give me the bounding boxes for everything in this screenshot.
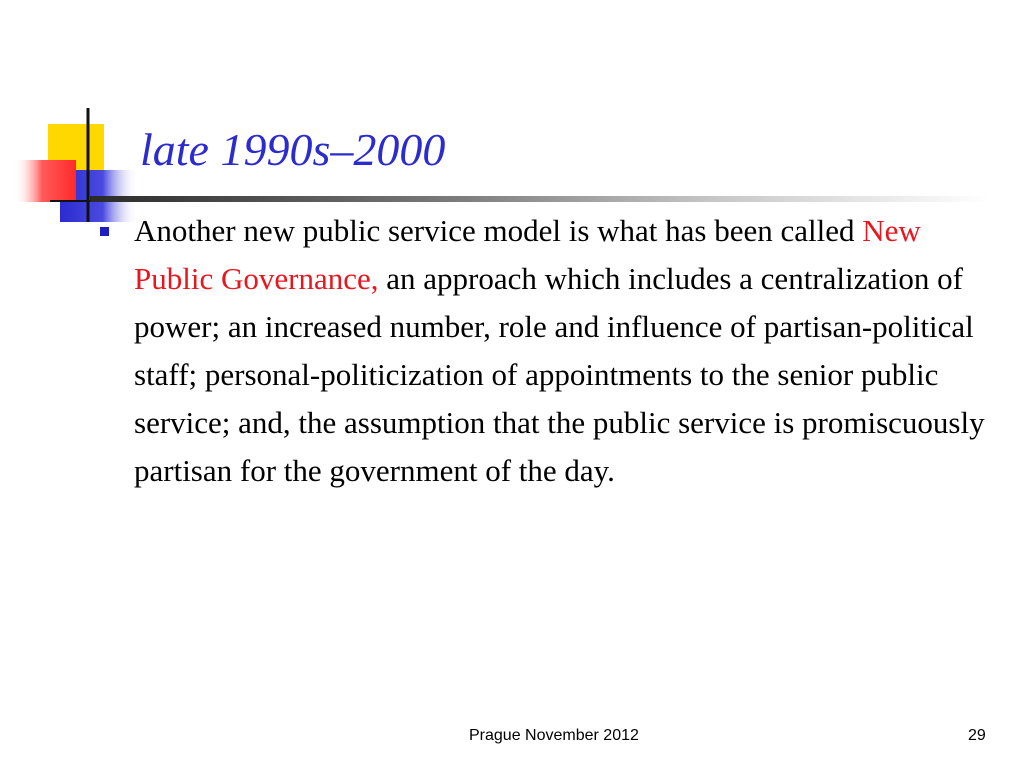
title-underline: [90, 196, 990, 202]
square-bullet-icon: [100, 227, 109, 236]
bullet-text-part2: an approach which includes a centralization of power; an increased number, role and influence of partisan-political staff; personal-politicization of appointments to the senior public service; and, the assumption that the public service is promiscuously partisan for the government of the day.: [134, 261, 985, 488]
bullet-text-part1: Another new public service model is what has been called: [134, 213, 863, 248]
slide-title: late 1990s–2000: [140, 124, 446, 175]
red-square: [14, 160, 76, 202]
bullet-text: [134, 207, 994, 495]
page-number: 29: [968, 727, 986, 744]
highlight-term: New Public Governance,: [134, 213, 921, 296]
footer-center-text: Prague November 2012: [469, 727, 639, 744]
corner-decoration: [0, 0, 160, 240]
